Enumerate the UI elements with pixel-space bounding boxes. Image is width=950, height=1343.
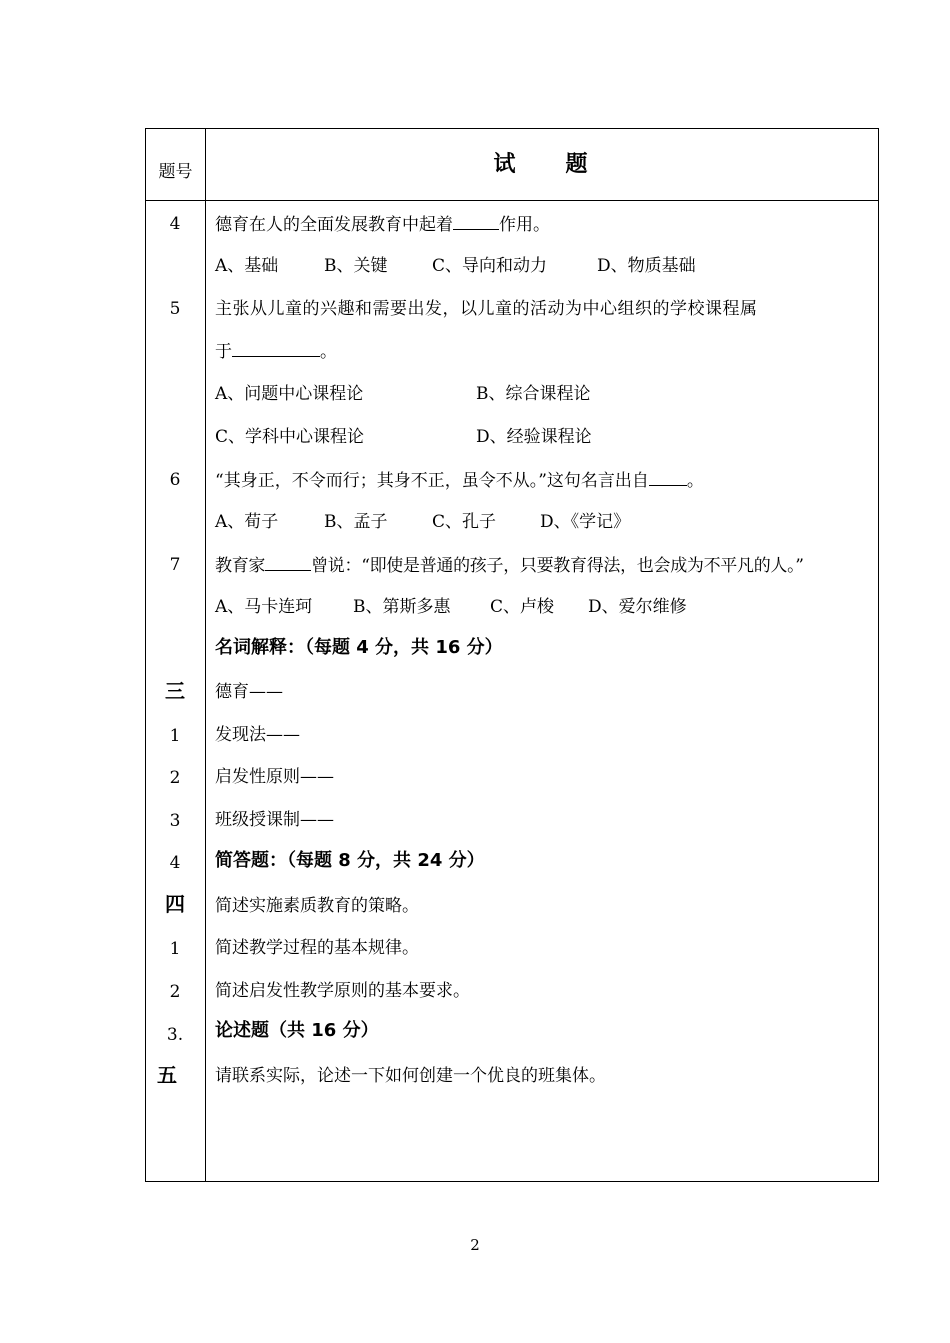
title-char-left: 试 <box>493 152 518 177</box>
question-number: 3 <box>169 811 181 831</box>
question-number: 3. <box>166 1025 184 1045</box>
option: C、卢梭 <box>490 597 555 617</box>
answer-blank <box>232 340 320 357</box>
question-number: 1 <box>169 939 181 959</box>
answer-blank <box>453 213 499 230</box>
header-divider <box>146 200 878 201</box>
question-number: 4 <box>169 853 181 873</box>
section-5-title: 论述题（共 16 分） <box>215 1020 379 1041</box>
term-item: 启发性原则—— <box>215 767 334 787</box>
short-answer-item: 简述教学过程的基本规律。 <box>215 938 419 958</box>
section-number: 五 <box>157 1063 177 1087</box>
option: C、导向和动力 <box>432 256 548 276</box>
question-number: 5 <box>169 299 181 319</box>
option: A、基础 <box>215 256 279 276</box>
term-item: 德育—— <box>215 682 283 702</box>
option: A、荀子 <box>215 512 279 532</box>
option: C、孔子 <box>432 512 497 532</box>
question-number: 4 <box>169 214 181 234</box>
section-number: 四 <box>165 892 185 916</box>
section-4-title: 简答题：（每题 8 分，共 24 分） <box>215 850 485 871</box>
question-7-text: 教育家 曾说：“即使是普通的孩子，只要教育得法，也会成为不平凡的人。” <box>215 556 804 576</box>
term-item: 发现法—— <box>215 725 300 745</box>
option: D、《学记》 <box>540 512 631 532</box>
option: B、第斯多惠 <box>353 597 451 617</box>
question-5-text: 主张从儿童的兴趣和需要出发，以儿童的活动为中心组织的学校课程属 <box>215 299 758 319</box>
title-char-right: 题 <box>565 152 590 177</box>
question-number: 2 <box>169 982 181 1002</box>
question-5-text-cont: 于 。 <box>215 342 337 362</box>
section-3-title: 名词解释：（每题 4 分，共 16 分） <box>215 637 503 658</box>
term-item: 班级授课制—— <box>215 810 334 830</box>
essay-item: 请联系实际，论述一下如何创建一个优良的班集体。 <box>215 1066 606 1086</box>
question-number: 7 <box>169 555 181 575</box>
page-number: 2 <box>470 1236 480 1254</box>
exam-title <box>205 147 878 178</box>
question-number-header: 题号 <box>158 162 193 182</box>
question-4-text: 德育在人的全面发展教育中起着 作用。 <box>215 215 550 235</box>
option: B、关键 <box>324 256 388 276</box>
column-divider <box>205 129 206 1181</box>
question-number: 6 <box>169 470 181 490</box>
option: C、学科中心课程论 <box>215 427 365 447</box>
question-6-text: “其身正，不令而行；其身不正，虽令不从。”这句名言出自 。 <box>215 471 704 491</box>
answer-blank <box>265 554 311 571</box>
option: D、经验课程论 <box>476 427 592 447</box>
option: A、问题中心课程论 <box>215 384 364 404</box>
short-answer-item: 简述实施素质教育的策略。 <box>215 896 419 916</box>
option: B、孟子 <box>324 512 388 532</box>
option: B、综合课程论 <box>476 384 591 404</box>
option: A、马卡连珂 <box>215 597 313 617</box>
option: D、爱尔维修 <box>588 597 687 617</box>
answer-blank <box>649 469 687 486</box>
section-number: 三 <box>165 679 185 703</box>
question-number: 1 <box>169 726 181 746</box>
question-number: 2 <box>169 768 181 788</box>
option: D、物质基础 <box>597 256 696 276</box>
short-answer-item: 简述启发性教学原则的基本要求。 <box>215 981 470 1001</box>
